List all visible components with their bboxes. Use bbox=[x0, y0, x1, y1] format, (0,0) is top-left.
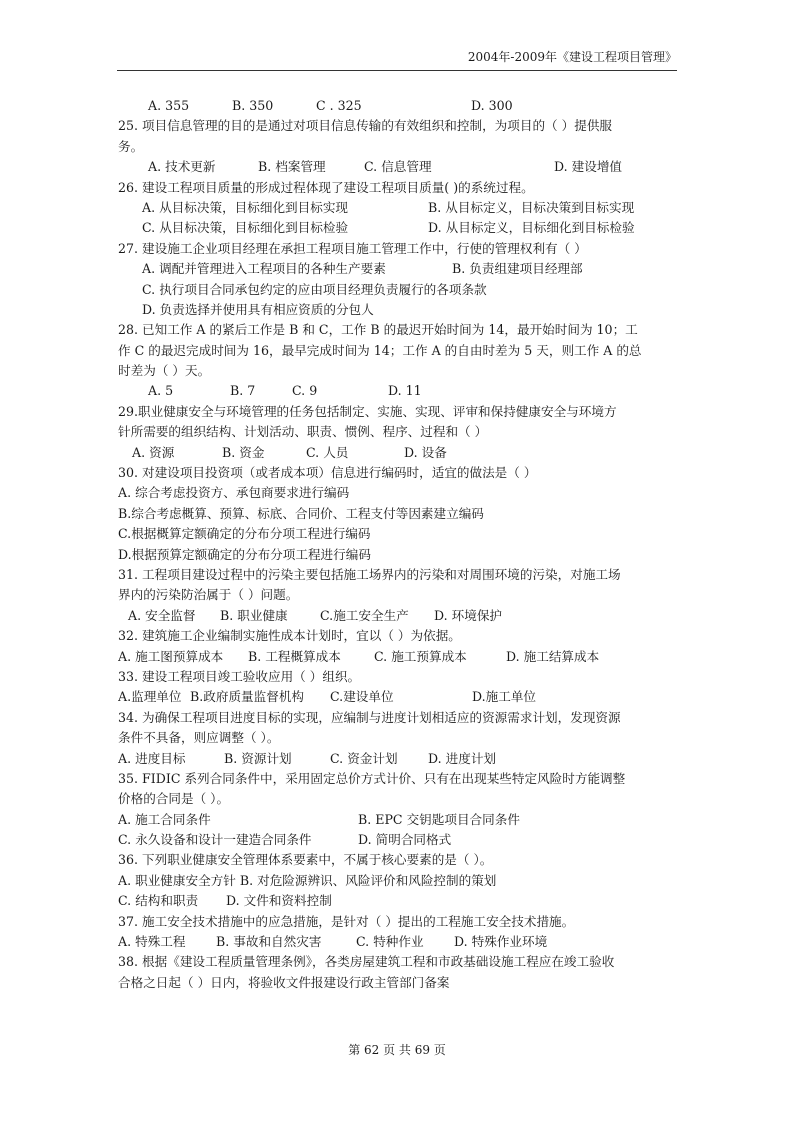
question-line: B.综合考虑概算、预算、标底、合同价、工程支付等因素建立编码 bbox=[118, 505, 484, 521]
option-text: D. 建设增值 bbox=[554, 159, 623, 175]
option-text: A. 安全监督 bbox=[128, 607, 196, 623]
option-text: A. 进度目标 bbox=[118, 750, 186, 766]
option-text: C. 执行项目合同承包约定的应由项目经理负责履行的各项条款 bbox=[142, 281, 487, 297]
option-text: A. 从目标决策，目标细化到目标实现 bbox=[142, 199, 349, 215]
question-line: 时差为（ ）天。 bbox=[118, 363, 211, 379]
option-text: B. 资金 bbox=[222, 444, 265, 460]
option-text: A. 施工合同条件 bbox=[118, 811, 211, 827]
option-line bbox=[118, 687, 678, 707]
option-line bbox=[118, 647, 678, 667]
option-text: C.建设单位 bbox=[330, 689, 394, 705]
question-line: D.根据预算定额确定的分布分项工程进行编码 bbox=[118, 546, 371, 562]
question-content bbox=[118, 96, 678, 993]
question-line: C.根据概算定额确定的分布分项工程进行编码 bbox=[118, 526, 371, 542]
option-line bbox=[118, 157, 678, 177]
question-line: 32. 建筑施工企业编制实施性成本计划时，宜以（ ）为依据。 bbox=[118, 628, 461, 644]
question-line: 26. 建设工程项目质量的形成过程体现了建设工程项目质量( )的系统过程。 bbox=[118, 179, 534, 195]
option-text: C. 特种作业 bbox=[356, 934, 424, 950]
question-line: 25. 项目信息管理的目的是通过对项目信息传输的有效组织和控制，为项目的（ ）提供服 bbox=[118, 118, 613, 134]
option-text: A. 施工图预算成本 bbox=[118, 648, 224, 664]
question-line: 界内的污染防治属于（ ）问题。 bbox=[118, 587, 299, 603]
option-text: B. 职业健康 bbox=[220, 607, 288, 623]
option-text: D.施工单位 bbox=[472, 689, 537, 705]
question-line: A. 职业健康安全方针 B. 对危险源辨识、风险评价和风险控制的策划 bbox=[118, 872, 497, 888]
option-text: B.政府质量监督机构 bbox=[190, 689, 305, 705]
option-line bbox=[118, 749, 678, 769]
option-text: B. 从目标定义，目标决策到目标实现 bbox=[428, 199, 635, 215]
question-line: 针所需要的组织结构、计划活动、职责、惯例、程序、过程和（ ） bbox=[118, 424, 488, 440]
question-line: 29.职业健康安全与环境管理的任务包括制定、实施、实现、评审和保持健康安全与环境方 bbox=[118, 403, 617, 419]
page-footer: 第 62 页 共 69 页 bbox=[348, 1043, 446, 1057]
question-line: 合格之日起（ ）日内，将验收文件报建设行政主管部门备案 bbox=[118, 974, 450, 990]
option-text: A. 技术更新 bbox=[148, 159, 216, 175]
question-line: A. 综合考虑投资方、承包商要求进行编码 bbox=[118, 485, 350, 501]
option-text: D. 进度计划 bbox=[428, 750, 497, 766]
option-text: C. 9 bbox=[292, 383, 318, 399]
header-rule bbox=[117, 70, 677, 71]
option-text: A. 特殊工程 bbox=[118, 934, 186, 950]
question-line: 37. 施工安全技术措施中的应急措施，是针对（ ）提出的工程施工安全技术措施。 bbox=[118, 913, 575, 929]
option-text: D. 文件和资料控制 bbox=[226, 893, 332, 909]
option-line bbox=[118, 96, 678, 116]
question-line: 价格的合同是（ ）。 bbox=[118, 791, 230, 807]
option-text: D. 设备 bbox=[404, 444, 447, 460]
option-text: C. 资金计划 bbox=[330, 750, 398, 766]
question-line: 36. 下列职业健康安全管理体系要素中，不属于核心要素的是（ ）。 bbox=[118, 852, 493, 868]
option-text: B. 资源计划 bbox=[224, 750, 292, 766]
option-line bbox=[118, 218, 678, 238]
option-text: B. 350 bbox=[232, 98, 274, 113]
option-text: C. 信息管理 bbox=[364, 159, 432, 175]
question-line: 务。 bbox=[118, 138, 144, 154]
option-text: B. 7 bbox=[230, 383, 256, 399]
question-line: 34. 为确保工程项目进度目标的实现，应编制与进度计划相适应的资源需求计划，发现资源 bbox=[118, 709, 621, 725]
option-text: C. 从目标决策，目标细化到目标检验 bbox=[142, 220, 349, 236]
option-text: D. 负责选择并使用具有相应资质的分包人 bbox=[142, 301, 374, 317]
option-text: A. 资源 bbox=[132, 444, 175, 460]
question-line: 31. 工程项目建设过程中的污染主要包括施工场界内的污染和对周围环境的污染，对施工场 bbox=[118, 566, 621, 582]
question-line: 30. 对建设项目投资项（或者成本项）信息进行编码时，适宜的做法是（ ） bbox=[118, 465, 537, 481]
option-line bbox=[118, 932, 678, 952]
option-text: D. 300 bbox=[471, 98, 513, 113]
option-text: C. 永久设备和设计一建造合同条件 bbox=[118, 832, 312, 848]
question-line: 28. 已知工作 A 的紧后工作是 B 和 C，工作 B 的最迟开始时间为 14，最开始时间为 10；工 bbox=[118, 322, 638, 338]
option-text: B. 档案管理 bbox=[258, 159, 326, 175]
question-line: 33. 建设工程项目竣工验收应用（ ）组织。 bbox=[118, 668, 361, 684]
option-text: B. 事故和自然灾害 bbox=[216, 934, 322, 950]
option-text: D. 简明合同格式 bbox=[358, 832, 452, 848]
option-text: D. 施工结算成本 bbox=[506, 648, 600, 664]
question-line: 作 C 的最迟完成时间为 16，最早完成时间为 14；工作 A 的自由时差为 5 天，则工作 A 的总 bbox=[118, 342, 642, 358]
option-line bbox=[118, 280, 678, 300]
option-text: C.施工安全生产 bbox=[320, 607, 409, 623]
option-line bbox=[118, 381, 678, 401]
option-line bbox=[118, 198, 678, 218]
option-text: B. EPC 交钥匙项目合同条件 bbox=[358, 811, 520, 827]
option-text: D. 从目标定义，目标细化到目标检验 bbox=[428, 220, 635, 236]
option-line bbox=[118, 259, 678, 279]
option-text: C. 人员 bbox=[306, 444, 349, 460]
option-text: D. 特殊作业环境 bbox=[454, 934, 548, 950]
option-text: B. 负责组建项目经理部 bbox=[452, 261, 583, 277]
option-text: A.监理单位 bbox=[118, 689, 182, 705]
option-text: D. 11 bbox=[388, 383, 422, 399]
option-text: C. 施工预算成本 bbox=[374, 648, 467, 664]
question-line: 27. 建设施工企业项目经理在承担工程项目施工管理工作中，行使的管理权利有（ ） bbox=[118, 240, 587, 256]
option-text: A. 5 bbox=[148, 383, 174, 399]
option-text: C . 325 bbox=[316, 98, 362, 113]
option-text: B. 工程概算成本 bbox=[248, 648, 341, 664]
option-line bbox=[118, 443, 678, 463]
option-line bbox=[118, 810, 678, 830]
option-line bbox=[118, 606, 678, 626]
option-text: D. 环境保护 bbox=[434, 607, 503, 623]
question-line: 条件不具备，则应调整（ ）。 bbox=[118, 730, 280, 746]
question-line: 38. 根据《建设工程质量管理条例》，各类房屋建筑工程和市政基础设施工程应在竣工验收 bbox=[118, 954, 615, 970]
option-line bbox=[118, 830, 678, 850]
option-line bbox=[118, 891, 678, 911]
option-text: A. 调配并管理进入工程项目的各种生产要素 bbox=[142, 261, 386, 277]
option-line bbox=[118, 300, 678, 320]
question-line: 35. FIDIC 系列合同条件中，采用固定总价方式计价、只有在出现某些特定风险时方能调整 bbox=[118, 770, 626, 786]
page-header: 2004年-2009年《建设工程项目管理》 bbox=[467, 50, 677, 64]
option-text: A. 355 bbox=[148, 98, 190, 113]
option-text: C. 结构和职责 bbox=[118, 893, 199, 909]
